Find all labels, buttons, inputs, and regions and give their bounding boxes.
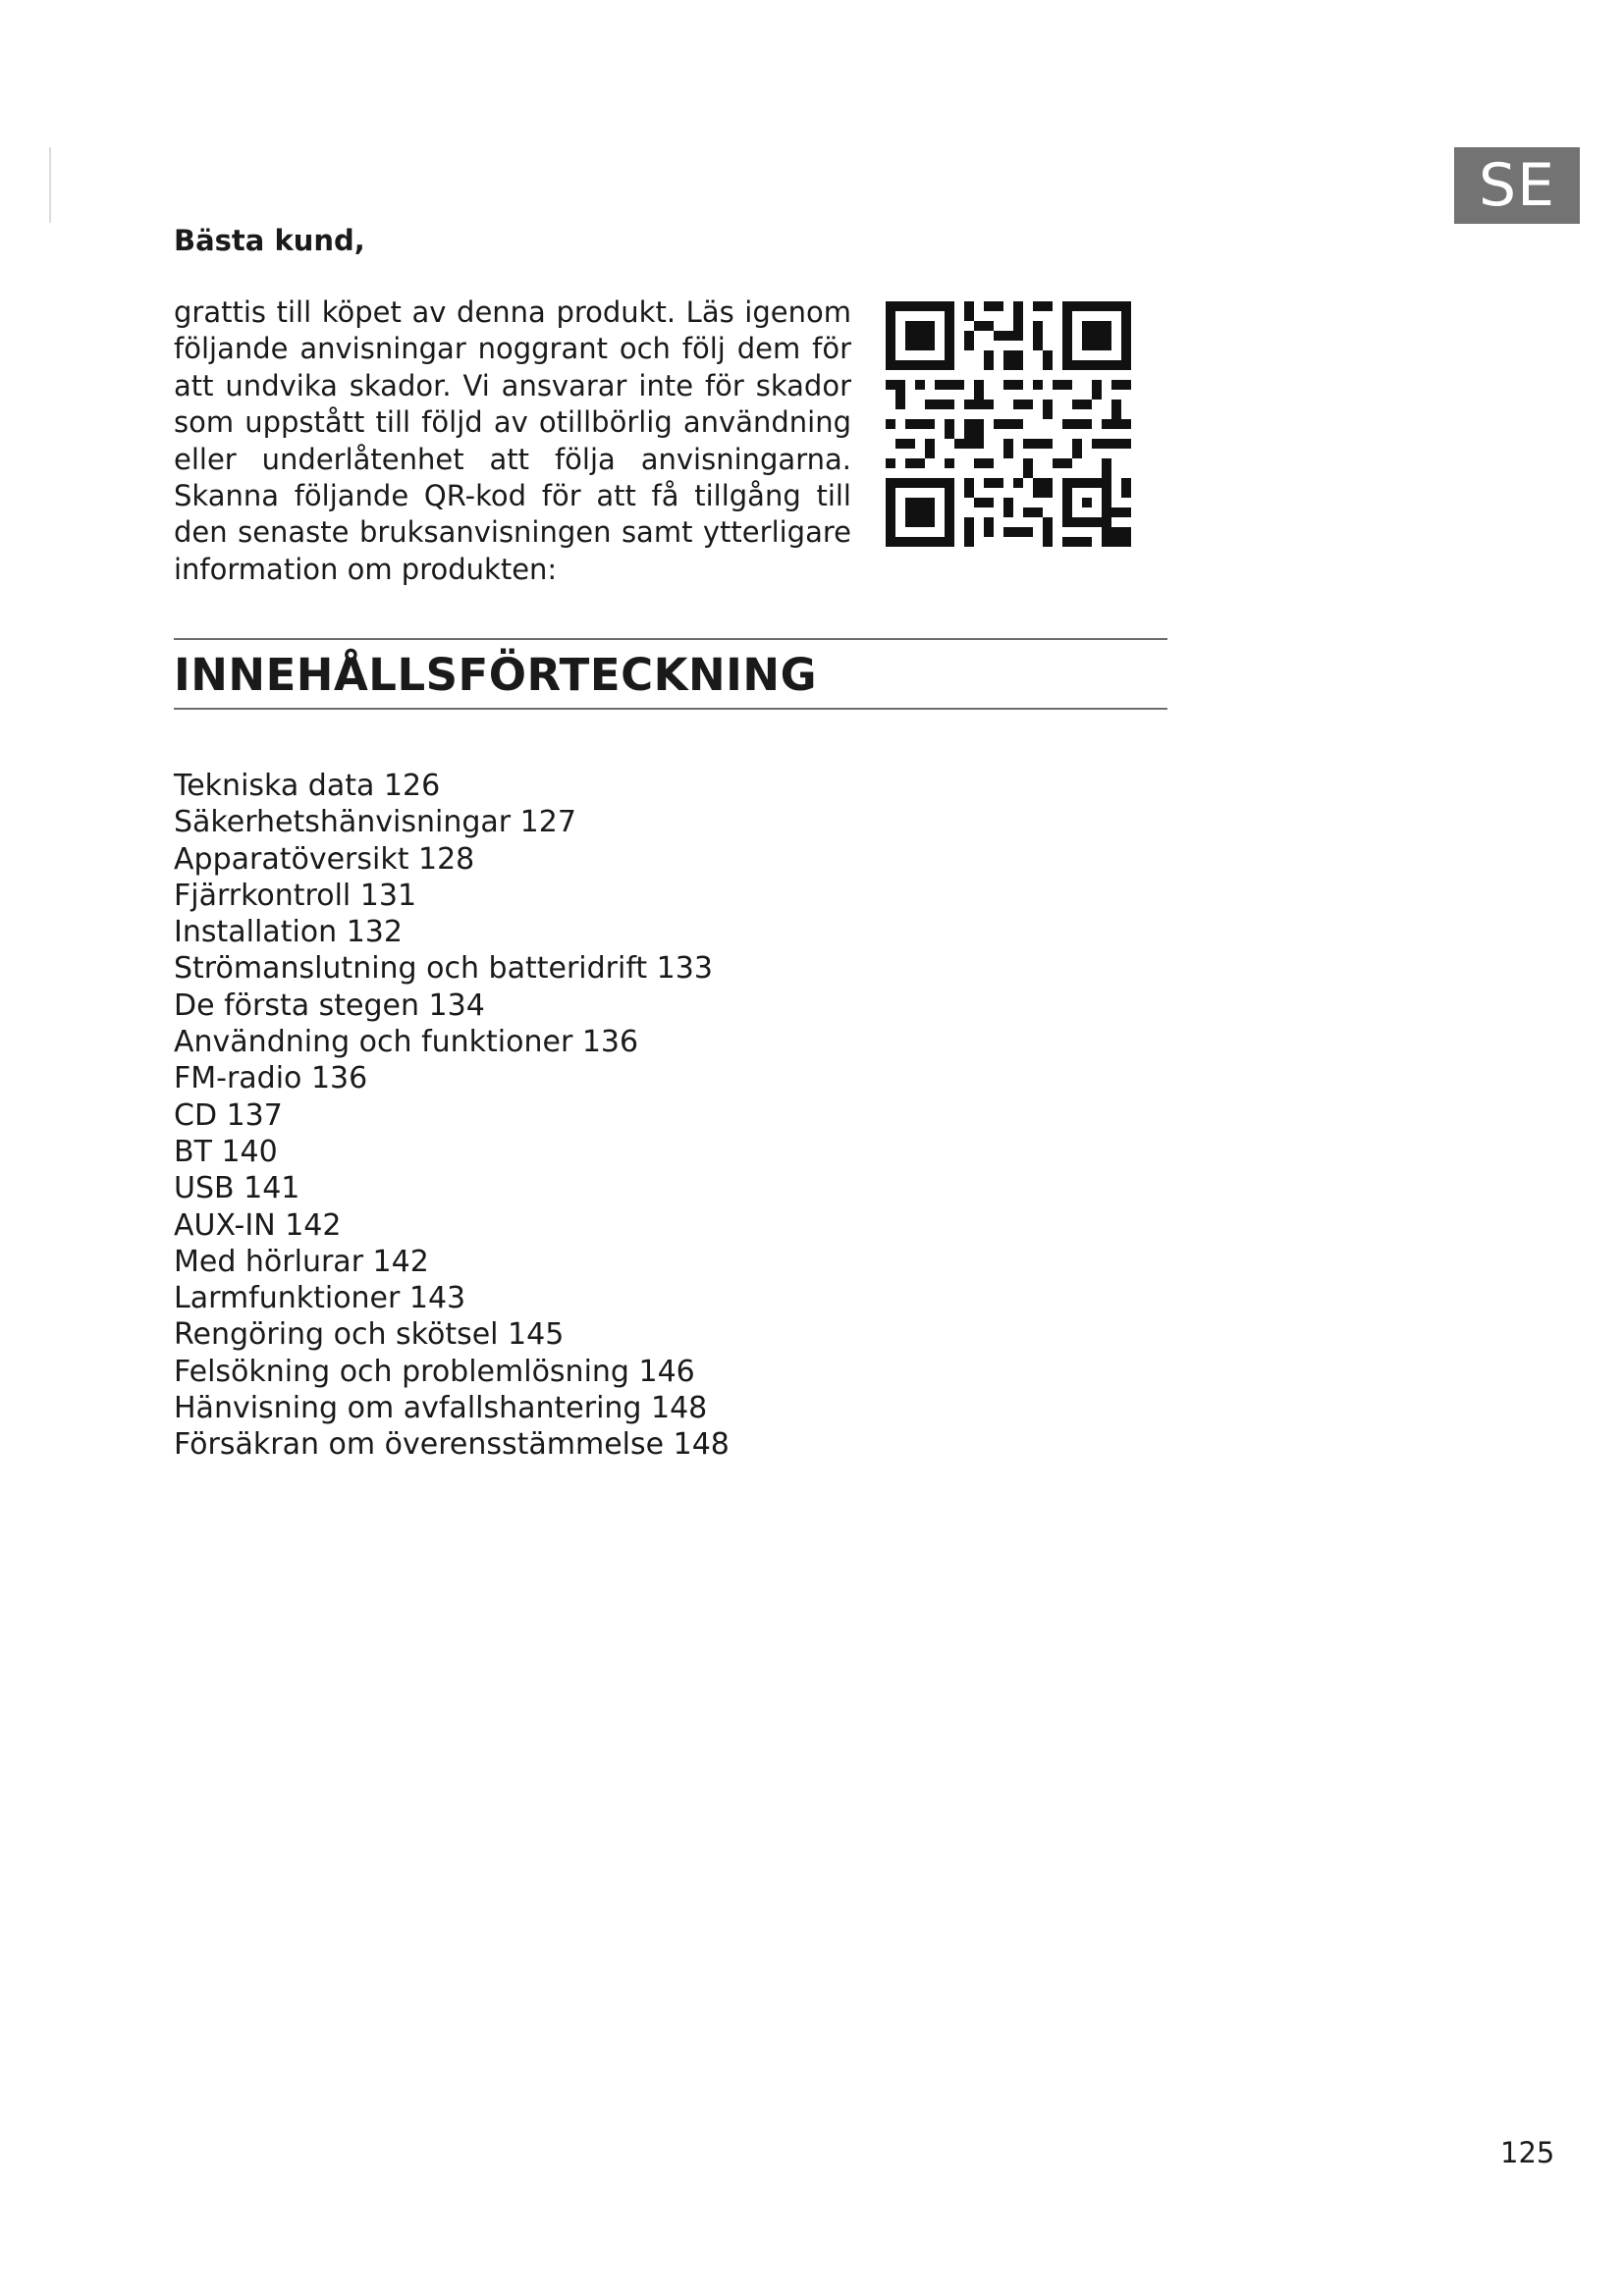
toc-item: Säkerhetshänvisningar 127 [174, 805, 576, 840]
heading-rule-top [174, 638, 1167, 640]
toc-item: Strömanslutning och batteridrift 133 [174, 951, 713, 987]
margin-line [49, 147, 51, 223]
toc-item: Hänvisning om avfallshantering 148 [174, 1391, 708, 1426]
language-badge: SE [1454, 147, 1580, 224]
toc-item: AUX-IN 142 [174, 1207, 342, 1243]
toc-item: CD 137 [174, 1097, 283, 1133]
toc-item: Felsökning och problemlösning 146 [174, 1354, 695, 1389]
greeting: Bästa kund, [174, 224, 365, 257]
toc-item: De första stegen 134 [174, 988, 485, 1023]
qr-code[interactable] [886, 301, 1131, 547]
page-number: 125 [1500, 2136, 1555, 2169]
toc-item: Rengöring och skötsel 145 [174, 1317, 565, 1353]
toc-item: Tekniska data 126 [174, 769, 441, 803]
heading-rule-bottom [174, 708, 1167, 710]
toc-item: Larmfunktioner 143 [174, 1281, 466, 1316]
toc-item: Användning och funktioner 136 [174, 1025, 639, 1060]
toc-item: Apparatöversikt 128 [174, 841, 475, 877]
toc-item: FM-radio 136 [174, 1061, 368, 1096]
toc-list [174, 768, 730, 1464]
toc-item: Försäkran om överensstämmelse 148 [174, 1427, 730, 1463]
toc-item: BT 140 [174, 1134, 278, 1169]
toc-item: Fjärrkontroll 131 [174, 878, 417, 913]
toc-item: Med hörlurar 142 [174, 1244, 429, 1279]
toc-heading: INNEHÅLLSFÖRTECKNING [174, 649, 818, 701]
toc-item: Installation 132 [174, 915, 403, 950]
intro-paragraph: grattis till köpet av denna produkt. Läs igenom följande anvisningar noggrant och följ dem för att undvika skador. Vi ansvarar inte för skador som uppstått till följd av otillbörlig användning eller underlåtenhet att följa anvisningarna. Skanna följande QR-kod för att få tillgång till den senaste bruksanvisningen samt ytterligare information om produkten: [174, 295, 851, 586]
toc-item: USB 141 [174, 1171, 300, 1206]
